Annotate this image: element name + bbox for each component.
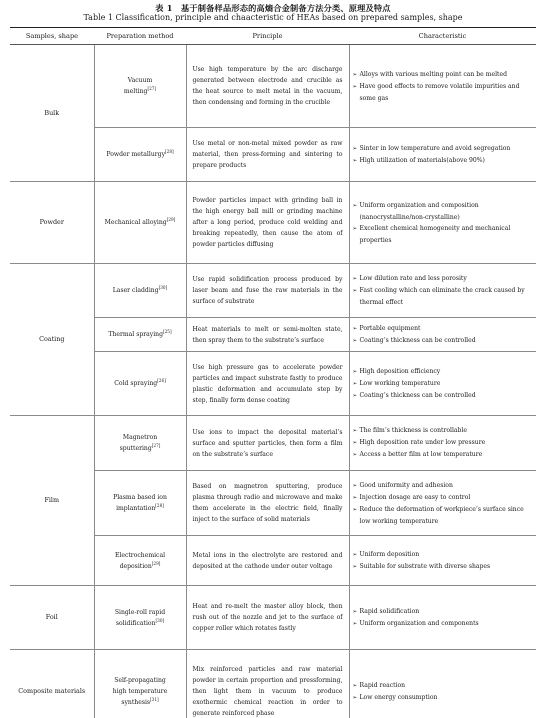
preparation-method-cell [94,318,186,352]
arrow-bullet-icon: ➢ [352,337,358,344]
sample-shape-cell: Bulk [10,45,94,182]
preparation-method-cell [94,416,186,471]
principle-cell: Use high temperature by the arc discharge generated between electrode and crucible as the heat source to melt metal in the vacuum, then condensing and forming in the crucible [186,45,349,128]
table-row [10,586,536,650]
characteristic-item [353,561,533,573]
method-name-line: Cold spraying[26] [114,377,166,387]
characteristic-text: Low working temperature [359,379,441,387]
characteristic-item [353,449,533,461]
characteristic-text: Injection dosage are easy to control [359,493,471,501]
characteristic-text: Have good effects to remove volatile impurities and some gas [359,82,520,102]
reference-superscript: [31] [150,696,159,702]
characteristic-item [353,480,533,492]
characteristic-item [353,549,533,561]
characteristic-item [353,618,533,630]
characteristic-cell [349,536,536,586]
reference-superscript: [25] [163,328,172,334]
characteristic-text: High utilization of materials(above 90%) [359,156,485,164]
method-name-line: Laser cladding[30] [112,284,168,294]
characteristic-cell [349,650,536,718]
arrow-bullet-icon: ➢ [352,288,358,294]
reference-superscript: [28] [165,148,174,154]
reference-superscript: [29] [166,216,176,222]
header-principle: Principle [186,28,349,45]
reference-superscript: [29] [151,560,161,566]
principle-cell: Metal ions in the electrolyte are restored and deposited at the cathode under outer voltage [186,536,349,586]
table-body [10,45,536,718]
sample-shape-cell: Composite materials [10,650,94,718]
method-name-line: deposition[29] [119,560,161,570]
characteristic-item [353,692,533,704]
arrow-bullet-icon: ➢ [352,157,358,164]
arrow-bullet-icon: ➢ [352,202,358,209]
characteristic-item [353,390,533,402]
arrow-bullet-icon: ➢ [352,145,358,152]
method-name-line: implantation[28] [116,502,164,512]
characteristic-item [353,335,533,347]
method-name-line: Single-roll rapid [114,608,166,616]
characteristic-cell [349,128,536,182]
preparation-method-cell [94,352,186,416]
characteristic-text: High deposition rate under low pressure [359,439,486,446]
characteristic-text: Uniform organization and components [359,619,479,627]
reference-superscript: [27] [147,85,157,91]
preparation-method-cell [94,650,186,718]
characteristic-cell [349,182,536,264]
table-row [10,45,536,128]
characteristic-text: Uniform deposition [359,550,420,558]
characteristic-text: Access a better film at low temperature [359,451,483,458]
preparation-method-cell [94,471,186,536]
reference-superscript: [30] [158,284,168,290]
characteristic-item [353,606,533,618]
reference-superscript: [28] [155,502,164,508]
characteristic-text: Fast cooling which can eliminate the crack caused by thermal effect [359,287,525,306]
method-name-line: Thermal spraying[25] [108,328,172,338]
principle-cell: Heat and re-melt the master alloy block, then rush out of the nozzle and jet to the surface of copper roller which rotates fastly [186,586,349,650]
arrow-bullet-icon: ➢ [352,482,358,489]
characteristic-text: Sinter in low temperature and avoid segregation [359,144,511,152]
characteristic-item [353,200,533,223]
principle-cell: Heat materials to melt or semi-molten state, then spray them to the substrate’s surface [186,318,349,352]
reference-superscript: [30] [155,617,165,623]
arrow-bullet-icon: ➢ [352,494,358,501]
method-name-line: synthesis[31] [121,696,159,706]
arrow-bullet-icon: ➢ [352,71,358,78]
principle-cell: Use high pressure gas to accelerate powder particles and impact substrate fastly to produce plastic deformation and accumulate step by step, finally form dense coating [186,352,349,416]
characteristic-text: Uniform organization and composition (nanocrystalline/non-crystalline) [359,201,479,221]
characteristic-text: Rapid reaction [359,681,406,689]
arrow-bullet-icon: ➢ [352,694,358,701]
table-caption-chinese: 表 1 基于制备样品形态的高熵合金制备方法分类、原理及特点 [155,3,391,13]
characteristic-text: Low dilution rate and less porosity [359,275,467,282]
principle-cell: Powder particles impact with grinding ball in the high energy ball mill or grinding machine after a long period, produce cold welding and breaking repeatedly, then cause the atom of powder particles diffusing [186,182,349,264]
sample-shape-cell: Coating [10,264,94,416]
arrow-bullet-icon: ➢ [352,325,358,332]
characteristic-cell [349,586,536,650]
table-row [10,416,536,471]
method-name-line: Electrochemical [114,551,166,559]
characteristic-text: Coating’s thickness can be controlled [359,336,476,344]
table-row [10,650,536,718]
method-name-line: melting[27] [123,85,157,95]
header-characteristic: Characteristic [349,28,536,45]
reference-superscript: [26] [157,377,166,383]
preparation-method-cell [94,586,186,650]
arrow-bullet-icon: ➢ [352,620,358,627]
principle-cell: Use metal or non-metal mixed powder as raw material, then press-forming and sintering to prepare products [186,128,349,182]
table-row [10,182,536,264]
principle-cell: Use ions to impact the deposital material’s surface and sputter particles, then form a film on the substrate’s surface [186,416,349,471]
sample-shape-cell: Foil [10,586,94,650]
arrow-bullet-icon: ➢ [352,440,358,446]
preparation-method-cell [94,182,186,264]
characteristic-item [353,143,533,155]
characteristic-item [353,155,533,167]
arrow-bullet-icon: ➢ [352,225,358,232]
arrow-bullet-icon: ➢ [352,452,358,458]
arrow-bullet-icon: ➢ [352,551,358,558]
arrow-bullet-icon: ➢ [352,392,358,399]
table-header-row [10,28,536,45]
characteristic-text: Suitable for substrate with diverse shapes [359,562,491,570]
arrow-bullet-icon: ➢ [352,506,358,513]
characteristic-text: Coating’s thickness can be controlled [359,391,476,399]
characteristic-text: The film’s thickness is controllable [359,427,468,434]
characteristic-item [353,378,533,390]
method-name-line: Vacuum [127,77,153,84]
header-samples-shape: Samples, shape [10,28,94,45]
method-name-line: Powder metallurgy[28] [106,148,174,158]
method-name-line: high temperature [112,688,168,695]
principle-cell: Based on magnetron sputtering, produce plasma through radio and microwave and make them accelerate in the electric field, finally inject to the surface of solid materials [186,471,349,536]
preparation-method-cell [94,128,186,182]
characteristic-text: Alloys with various melting point can be melted [359,70,508,78]
characteristic-cell [349,318,536,352]
characteristic-item [353,680,533,692]
arrow-bullet-icon: ➢ [352,83,358,90]
preparation-method-cell [94,536,186,586]
characteristic-item [353,437,533,449]
sample-shape-cell: Powder [10,182,94,264]
characteristic-item [353,323,533,335]
preparation-method-cell [94,264,186,318]
header-preparation-method: Preparation method [94,28,186,45]
characteristic-text: Low energy consumption [359,693,438,701]
arrow-bullet-icon: ➢ [352,608,358,615]
characteristic-item [353,273,533,285]
sample-shape-cell: Film [10,416,94,586]
characteristic-cell [349,471,536,536]
table-caption-english: Table 1 Classification, principle and chaacteristic of HEAs based on prepared samples, shape [83,13,463,22]
arrow-bullet-icon: ➢ [352,276,358,282]
table-row [10,264,536,318]
reference-superscript: [27] [151,442,161,448]
characteristic-cell [349,416,536,471]
method-name-line: Self-propagating [114,677,166,684]
hea-preparation-table [10,27,536,718]
principle-cell: Use rapid solidification process produced by laser beam and fuse the raw materials in the surface of substrate [186,264,349,318]
characteristic-item [353,81,533,104]
arrow-bullet-icon: ➢ [352,368,358,375]
characteristic-text: Portable equipment [359,324,421,332]
characteristic-item [353,285,533,308]
arrow-bullet-icon: ➢ [352,682,358,689]
characteristic-cell [349,264,536,318]
characteristic-text: Good uniformity and adhesion [359,481,453,489]
characteristic-text: Rapid solidification [359,607,420,615]
method-name-line: Magnetron [122,434,158,441]
arrow-bullet-icon: ➢ [352,563,358,570]
preparation-method-cell [94,45,186,128]
principle-cell: Mix reinforced particles and raw material powder in certain proportion and pressforming, then light them in vacuum to produce exothermic chemical reaction in order to generate reinforced phase [186,650,349,718]
arrow-bullet-icon: ➢ [352,428,358,434]
characteristic-text: Excellent chemical homogeneity and mechanical properties [359,224,511,244]
method-name-line: sputtering[27] [119,442,161,452]
method-name-line: Plasma based ion [113,494,167,501]
characteristic-item [353,223,533,246]
characteristic-item [353,504,533,527]
characteristic-text: Reduce the deformation of workpiece’s surface since low working temperature [359,505,524,525]
characteristic-item [353,425,533,437]
method-name-line: Mechanical alloying[29] [104,216,176,226]
arrow-bullet-icon: ➢ [352,380,358,387]
characteristic-cell [349,45,536,128]
characteristic-cell [349,352,536,416]
characteristic-item [353,366,533,378]
method-name-line: solidification[30] [115,617,165,627]
characteristic-item [353,69,533,81]
characteristic-item [353,492,533,504]
characteristic-text: High deposition efficiency [359,367,441,375]
